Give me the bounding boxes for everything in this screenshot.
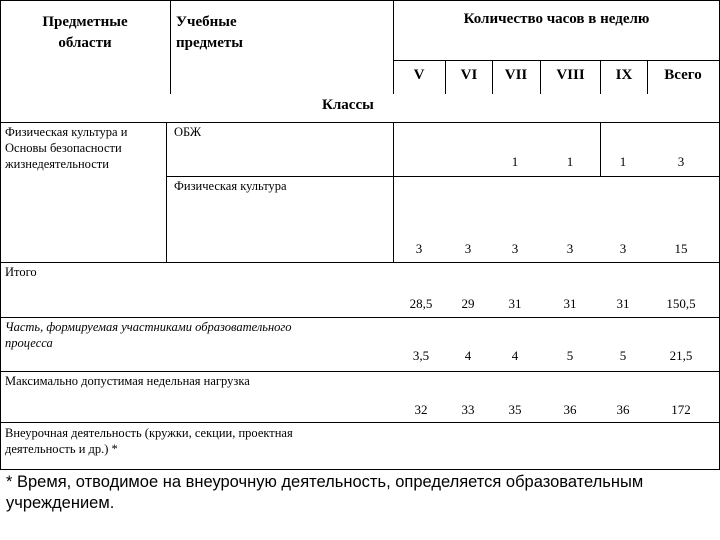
header-col-total: Всего [664, 67, 702, 83]
footnote: * Время, отводимое на внеурочную деятельность, определяется образовательным учреждением. [6, 473, 644, 512]
obzh-value-viii: 1 [566, 154, 574, 169]
phys-ed-value-viii: 3 [566, 241, 574, 256]
participants-part-label: Часть, формируемая участниками образовательного процесса [5, 320, 292, 350]
max-load-value-vi: 33 [461, 402, 475, 417]
total-value-total: 150,5 [666, 296, 696, 311]
phys-ed-value-vi: 3 [464, 241, 472, 256]
phys-ed-value-v: 3 [415, 241, 423, 256]
participants-value-total: 21,5 [669, 348, 693, 363]
phys-ed-value-ix: 3 [619, 241, 627, 256]
max-load-label: Максимально допустимая недельная нагрузка [5, 374, 250, 388]
obzh-value-ix: 1 [619, 154, 627, 169]
total-value-viii: 31 [563, 296, 577, 311]
header-hours-per-week: Количество часов в неделю [463, 11, 650, 27]
total-value-vii: 31 [508, 296, 522, 311]
header-col-vi: VI [460, 67, 478, 83]
header-col-viii: VIII [556, 67, 585, 83]
phys-ed-value-total: 15 [674, 241, 688, 256]
total-value-v: 28,5 [409, 296, 433, 311]
obzh-value-total: 3 [677, 154, 685, 169]
max-load-value-vii: 35 [508, 402, 522, 417]
phys-ed-value-vii: 3 [511, 241, 519, 256]
obzh-value-vii: 1 [511, 154, 519, 169]
max-load-value-ix: 36 [616, 402, 630, 417]
subject-phys-ed: Физическая культура [174, 179, 287, 193]
participants-value-vii: 4 [511, 348, 519, 363]
participants-value-ix: 5 [619, 348, 627, 363]
total-value-vi: 29 [461, 296, 475, 311]
max-load-value-v: 32 [414, 402, 428, 417]
header-col-vii: VII [504, 67, 528, 83]
extracurricular-label: Внеурочная деятельность (кружки, секции, проектная деятельность и др.) * [5, 426, 293, 456]
participants-value-vi: 4 [464, 348, 472, 363]
header-col-ix: IX [615, 67, 633, 83]
max-load-value-total: 172 [671, 402, 691, 417]
total-value-ix: 31 [616, 296, 630, 311]
participants-value-viii: 5 [566, 348, 574, 363]
header-col-v: V [413, 67, 425, 83]
participants-value-v: 3,5 [412, 348, 430, 363]
subject-area-physical: Физическая культура и Основы безопасности жизнедеятельности [5, 125, 128, 171]
total-label: Итого [5, 265, 37, 279]
header-classes: Классы [322, 97, 374, 113]
header-subject-areas: Предметные области [42, 14, 128, 51]
max-load-value-viii: 36 [563, 402, 577, 417]
header-subjects: Учебные предметы [176, 14, 243, 51]
subject-obzh: ОБЖ [174, 125, 202, 139]
